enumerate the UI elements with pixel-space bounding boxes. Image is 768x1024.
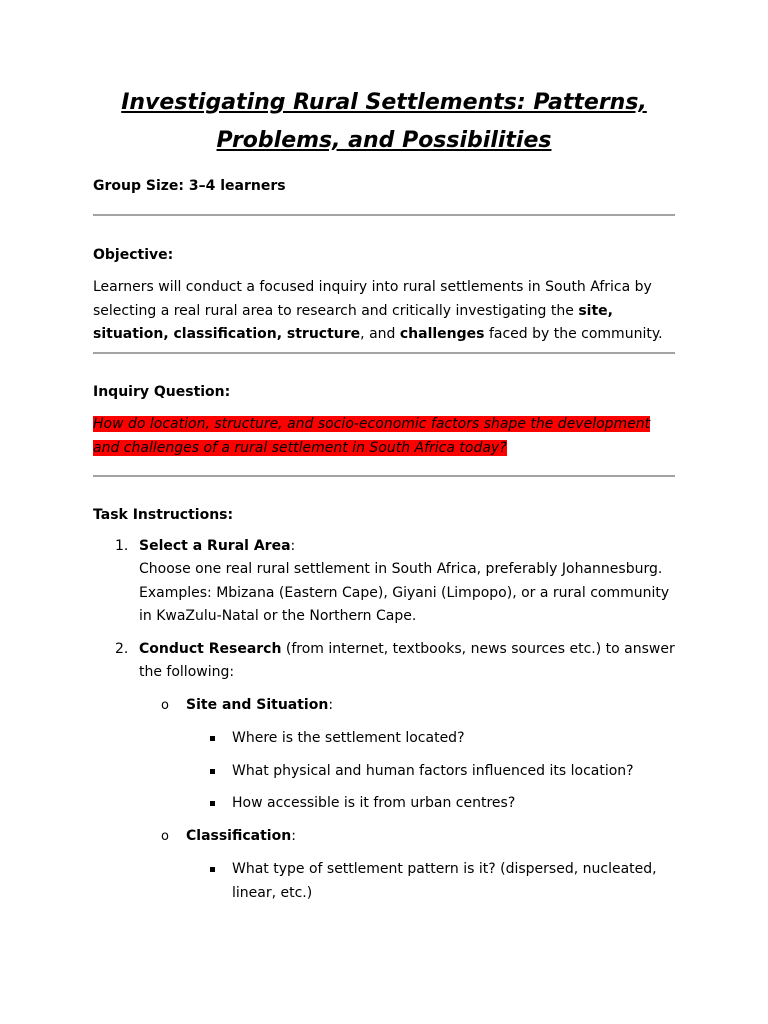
square-bullet-icon: [210, 736, 215, 741]
document-title: [93, 84, 675, 160]
question-item: [186, 760, 675, 784]
question-list: [186, 858, 675, 905]
title-line-1: Investigating Rural Settlements: Patterns,: [121, 90, 647, 115]
divider: [93, 475, 675, 477]
divider: [93, 214, 675, 216]
topic-suffix: :: [291, 827, 296, 844]
inquiry-heading: Inquiry Question:: [93, 383, 231, 400]
objective-text-2: , and: [360, 326, 400, 342]
question-text: What type of settlement pattern is it? (dispersed, nucleated, linear, etc.): [232, 861, 657, 901]
objective-text: [93, 276, 675, 347]
square-bullet-icon: [210, 867, 215, 872]
title-line-2: Problems, and Possibilities: [216, 128, 552, 153]
objective-bold-2: challenges: [399, 326, 485, 342]
objective-bold-1: site, situation, classification, structure: [93, 302, 613, 342]
task-steps-list: [93, 535, 675, 906]
step-title-suffix: :: [290, 537, 296, 554]
objective-text-3: faced by the community.: [484, 326, 663, 342]
circle-bullet-icon: o: [161, 828, 169, 844]
task-step-1: [93, 535, 675, 629]
objective-text-1: Learners will conduct a focused inquiry into rural settlements in South Africa by selecting a real rural area to research and critically investigating the: [93, 279, 652, 319]
question-text: Where is the settlement located?: [232, 730, 465, 746]
step-title: Conduct Research: [139, 640, 282, 657]
inquiry-question-highlight: How do location, structure, and socio-economic factors shape the development and challenges of a rural settlement in South Africa today?: [93, 416, 651, 456]
step-title: Select a Rural Area: [139, 537, 291, 554]
document-body: [93, 84, 675, 905]
topic-title: Classification: [186, 827, 292, 844]
inquiry-question: [93, 413, 675, 460]
step-number: 2.: [115, 640, 129, 657]
objective-heading: Objective:: [93, 246, 174, 263]
research-topic-classification: [139, 825, 675, 906]
circle-bullet-icon: o: [161, 697, 169, 713]
research-topics-list: [139, 694, 675, 906]
question-item: [186, 727, 675, 751]
step-number: 1.: [115, 537, 129, 554]
divider: [93, 352, 675, 354]
question-text: How accessible is it from urban centres?: [232, 795, 516, 811]
step-text: (from internet, textbooks, news sources etc.) to answer the following:: [139, 640, 675, 680]
topic-title: Site and Situation: [186, 696, 329, 713]
square-bullet-icon: [210, 801, 215, 806]
tasks-heading: Task Instructions:: [93, 507, 234, 523]
topic-suffix: :: [328, 696, 334, 713]
question-text: What physical and human factors influenced its location?: [232, 762, 634, 779]
group-size: Group Size: 3–4 learners: [93, 178, 286, 194]
step-text: Choose one real rural settlement in South Africa, preferably Johannesburg. Examples: Mbizana (Eastern Cape), Giyani (Limpopo), or a rural community in KwaZulu-Natal or the Northern Cape.: [139, 561, 670, 624]
question-item: [186, 858, 675, 905]
square-bullet-icon: [210, 769, 215, 774]
question-list: [186, 727, 675, 816]
task-step-2: [93, 638, 675, 906]
question-item: [186, 792, 675, 816]
research-topic-site-situation: [139, 694, 675, 816]
